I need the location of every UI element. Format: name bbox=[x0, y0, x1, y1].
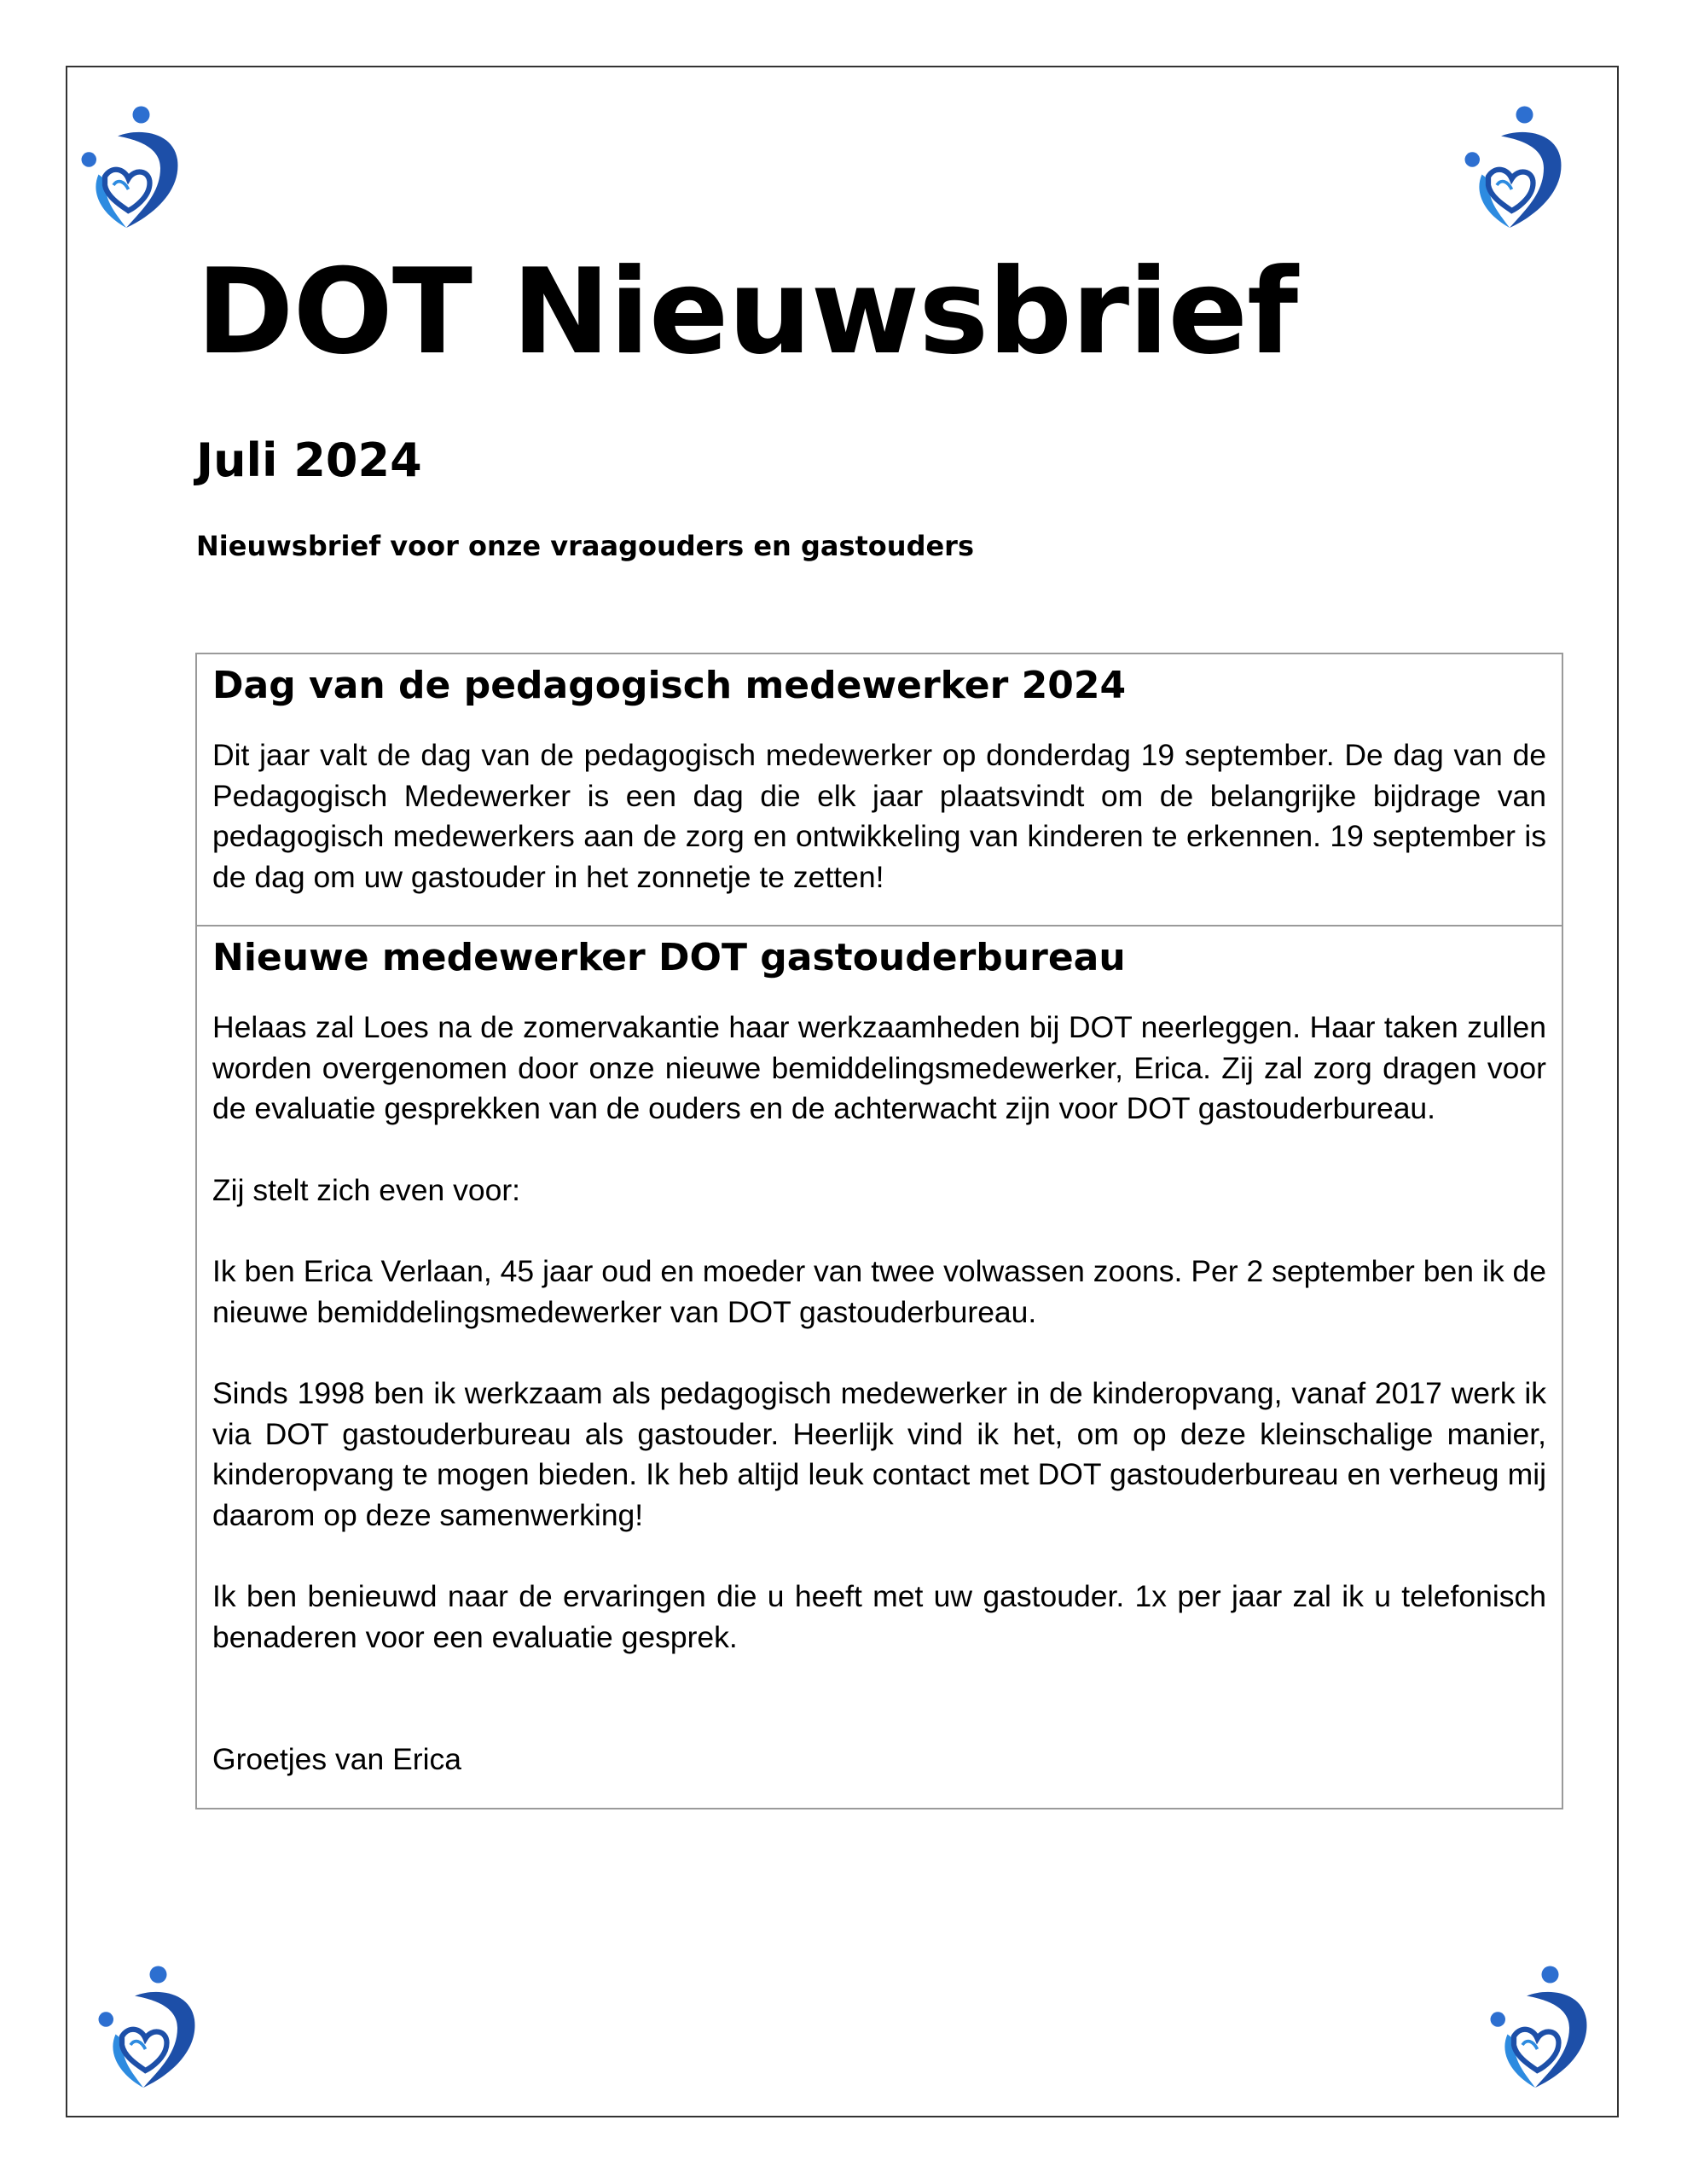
issue-month: Juli 2024 bbox=[196, 433, 422, 487]
caregiver-heart-logo-icon bbox=[75, 104, 182, 232]
content-box bbox=[195, 653, 1563, 1809]
section-heading: Nieuwe medewerker DOT gastouderbureau bbox=[212, 936, 1126, 980]
section-paragraph: Dit jaar valt de dag van de pedagogisch medewerker op donderdag 19 september. De dag van de Pedagogisch Medewerker is een dag die elk jaar plaatsvindt om de belangrijke bijdrage van pedagogisch medewerkers aan de zorg en ontwikkeling van kinderen te erkennen. 19 september is de dag om uw gastouder in het zonnetje te zetten! bbox=[212, 738, 1546, 894]
section-paragraph: Zij stelt zich even voor: bbox=[212, 1172, 521, 1207]
caregiver-heart-logo-icon bbox=[1484, 1964, 1591, 2092]
section-new-employee bbox=[197, 925, 1562, 1808]
signature: Groetjes van Erica bbox=[212, 1742, 462, 1777]
newsletter-subtitle: Nieuwsbrief voor onze vraagouders en gastouders bbox=[196, 530, 974, 562]
section-pedagogisch-medewerker-day bbox=[197, 654, 1562, 925]
section-paragraph: Ik ben benieuwd naar de ervaringen die u heeft met uw gastouder. 1x per jaar zal ik u telefonisch benaderen voor een evaluatie gesprek. bbox=[212, 1579, 1546, 1654]
section-paragraph: Ik ben Erica Verlaan, 45 jaar oud en moeder van twee volwassen zoons. Per 2 september ben ik de nieuwe bemiddelingsmedewerker van DOT gastouderbureau. bbox=[212, 1254, 1546, 1329]
caregiver-heart-logo-icon bbox=[92, 1964, 199, 2092]
section-heading: Dag van de pedagogisch medewerker 2024 bbox=[212, 664, 1127, 707]
caregiver-heart-logo-icon bbox=[1458, 104, 1565, 232]
section-paragraph: Sinds 1998 ben ik werkzaam als pedagogisch medewerker in de kinderopvang, vanaf 2017 werk ik via DOT gastouderbureau als gastouder. Heerlijk vind ik het, om op deze kleinschalige manier, kinderopvang te mogen bieden. Ik heb altijd leuk contact met DOT gastouderbureau en verheug mij daarom op deze samenwerking! bbox=[212, 1376, 1546, 1532]
newsletter-title: DOT Nieuwsbrief bbox=[196, 243, 1298, 380]
section-paragraph: Helaas zal Loes na de zomervakantie haar werkzaamheden bij DOT neerleggen. Haar taken zullen worden overgenomen door onze nieuwe bemiddelingsmedewerker, Erica. Zij zal zorg dragen voor de evaluatie gesprekken van de ouders en de achterwacht zijn voor DOT gastouderbureau. bbox=[212, 1010, 1546, 1126]
